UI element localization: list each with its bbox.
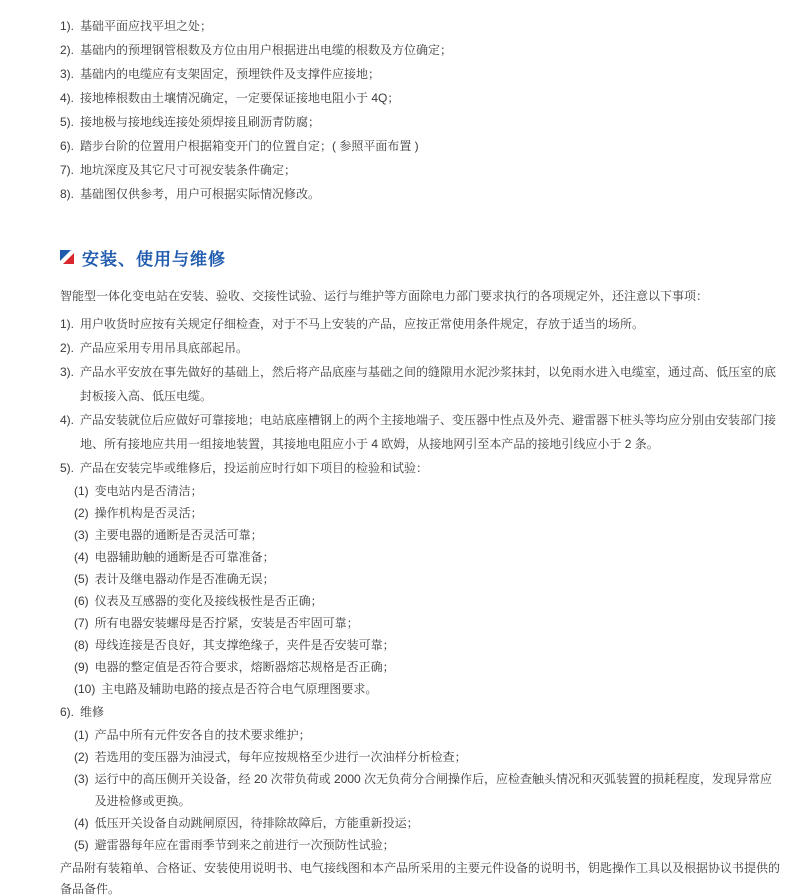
- check-item: [74, 568, 782, 590]
- list-marker: 1).: [60, 19, 75, 33]
- list-marker: 4).: [60, 91, 75, 105]
- maintenance-item: [74, 768, 782, 812]
- list-text: 变电站内是否清洁；: [94, 484, 203, 498]
- foundation-note-item: [60, 62, 782, 86]
- list-marker: (2): [74, 506, 89, 520]
- list-marker: (1): [74, 484, 89, 498]
- list-text: 产品在安装完毕或维修后，投运前应时行如下项目的检验和试验：: [80, 461, 429, 475]
- list-marker: (9): [74, 660, 89, 674]
- list-text: 母线连接是否良好，其支撑绝缘子，夹件是否安装可靠；: [94, 638, 395, 652]
- install-item: [60, 408, 782, 456]
- section-header: [60, 246, 782, 268]
- list-text: 接地棒根数由土壤情况确定，一定要保证接地电阻小于 4Q；: [80, 91, 400, 105]
- check-item: [74, 524, 782, 546]
- foundation-note-item: [60, 14, 782, 38]
- list-marker: (5): [74, 838, 89, 852]
- list-text: 用户收货时应按有关规定仔细检查，对于不马上安装的产品，应按正常使用条件规定，存放于适当的场所。: [80, 317, 645, 331]
- list-marker: 5).: [60, 115, 75, 129]
- list-text: 基础内的电缆应有支架固定，预埋铁件及支撑件应接地；: [80, 67, 381, 81]
- install-item: [60, 360, 782, 408]
- check-list: [60, 480, 782, 700]
- install-list: [60, 312, 782, 480]
- section-title: 安装、使用与维修: [82, 249, 226, 269]
- install-item: [60, 336, 782, 360]
- list-text: 产品中所有元件安各自的技术要求维护；: [94, 728, 311, 742]
- list-marker: (4): [74, 550, 89, 564]
- foundation-note-item: [60, 134, 782, 158]
- list-marker: 2).: [60, 43, 75, 57]
- foundation-notes-list: [60, 14, 782, 206]
- check-item: [74, 612, 782, 634]
- foundation-note-item: [60, 110, 782, 134]
- list-text: 踏步台阶的位置用户根据箱变开门的位置自定；( 参照平面布置 ): [80, 139, 419, 153]
- list-marker: 6).: [60, 139, 75, 153]
- maintenance-item: [74, 746, 782, 768]
- check-item: [74, 656, 782, 678]
- list-marker: (4): [74, 816, 89, 830]
- list-text: 基础平面应找平坦之处；: [80, 19, 213, 33]
- list-text: 低压开关设备自动跳闸原因，待排除故障后，方能重新投运；: [94, 816, 419, 830]
- list-text: 产品安装就位后应做好可靠接地；电站底座槽钢上的两个主接地端子、变压器中性点及外壳、避雷器下桩头等均应分别由安装部门接地、所有接地应共用一组接地装置，其接地电阻应小于 4 欧姆，从接地网引至本产品的接地引线应小于 2 条。: [80, 413, 777, 451]
- list-text: 接地极与接地线连接处须焊接且刷沥青防腐；: [80, 115, 321, 129]
- list-text: 产品应采用专用吊具底部起吊。: [80, 341, 249, 355]
- list-marker: (3): [74, 528, 89, 542]
- list-text: 基础内的预埋钢管根数及方位由用户根据进出电缆的根数及方位确定；: [80, 43, 453, 57]
- list-marker: 5).: [60, 461, 75, 475]
- foundation-note-item: [60, 182, 782, 206]
- foundation-note-item: [60, 86, 782, 110]
- foundation-note-item: [60, 38, 782, 62]
- list-marker: 1).: [60, 317, 75, 331]
- install-item: [60, 312, 782, 336]
- maintenance-list: [60, 724, 782, 856]
- list-text: 电器辅助触的通断是否可靠准备；: [94, 550, 275, 564]
- list-text: 地坑深度及其它尺寸可视安装条件确定；: [80, 163, 297, 177]
- list-text: 操作机构是否灵活；: [94, 506, 203, 520]
- list-marker: 6).: [60, 705, 75, 719]
- install-item: [60, 456, 782, 480]
- blue-red-diagonal-square-bullet-icon: [60, 250, 74, 264]
- list-marker: 4).: [60, 413, 75, 427]
- check-item: [74, 546, 782, 568]
- list-marker: (6): [74, 594, 89, 608]
- list-text: 所有电器安装螺母是否拧紧，安装是否牢固可靠；: [94, 616, 359, 630]
- intro-paragraph: 智能型一体化变电站在安装、验收、交接性试验、运行与维护等方面除电力部门要求执行的各项规定外，还注意以下事项：: [60, 289, 709, 303]
- list-text: 运行中的高压侧开关设备，经 20 次带负荷或 2000 次无负荷分合闸操作后，应检查触头情况和灭弧装置的损耗程度，发现异常应及进检修或更换。: [94, 772, 773, 808]
- check-item: [74, 678, 782, 700]
- list-text: 避雷器每年应在雷雨季节到来之前进行一次预防性试验；: [94, 838, 395, 852]
- closing-paragraph: 产品附有装箱单、合格证、安装使用说明书、电气接线图和本产品所采用的主要元件设备的说明书，钥匙操作工具以及根据协议书提供的备品备件。: [60, 861, 781, 896]
- check-item: [74, 502, 782, 524]
- list-marker: (10): [74, 682, 96, 696]
- maintenance-item: [74, 834, 782, 856]
- check-item: [74, 480, 782, 502]
- list-text: 产品水平安放在事先做好的基础上，然后将产品底座与基础之间的缝隙用水泥沙浆抹封，以免雨水进入电缆室，通过高、低压室的底封板接入高、低压电缆。: [80, 365, 777, 403]
- list-marker: (8): [74, 638, 89, 652]
- list-marker: (3): [74, 772, 89, 786]
- list-marker: (1): [74, 728, 89, 742]
- list-text: 仪表及互感器的变化及接线极性是否正确；: [94, 594, 323, 608]
- maintenance-heading: [60, 700, 782, 724]
- list-marker: 8).: [60, 187, 75, 201]
- list-text: 表计及继电器动作是否准确无误；: [94, 572, 275, 586]
- maintenance-item: [74, 812, 782, 834]
- check-item: [74, 590, 782, 612]
- check-item: [74, 634, 782, 656]
- list-text: 维修: [80, 705, 105, 719]
- list-marker: 2).: [60, 341, 75, 355]
- foundation-note-item: [60, 158, 782, 182]
- list-text: 若选用的变压器为油浸式，每年应按规格至少进行一次油样分析检查；: [94, 750, 467, 764]
- list-text: 基础图仅供参考，用户可根据实际情况修改。: [80, 187, 321, 201]
- list-marker: 3).: [60, 67, 75, 81]
- list-marker: (7): [74, 616, 89, 630]
- list-marker: (5): [74, 572, 89, 586]
- list-marker: 3).: [60, 365, 75, 379]
- list-marker: (2): [74, 750, 89, 764]
- list-text: 电器的整定值是否符合要求，熔断器熔芯规格是否正确；: [94, 660, 395, 674]
- list-marker: 7).: [60, 163, 75, 177]
- list-text: 主电路及辅助电路的接点是否符合电气原理图要求。: [101, 682, 378, 696]
- maintenance-item: [74, 724, 782, 746]
- list-text: 主要电器的通断是否灵活可靠；: [94, 528, 263, 542]
